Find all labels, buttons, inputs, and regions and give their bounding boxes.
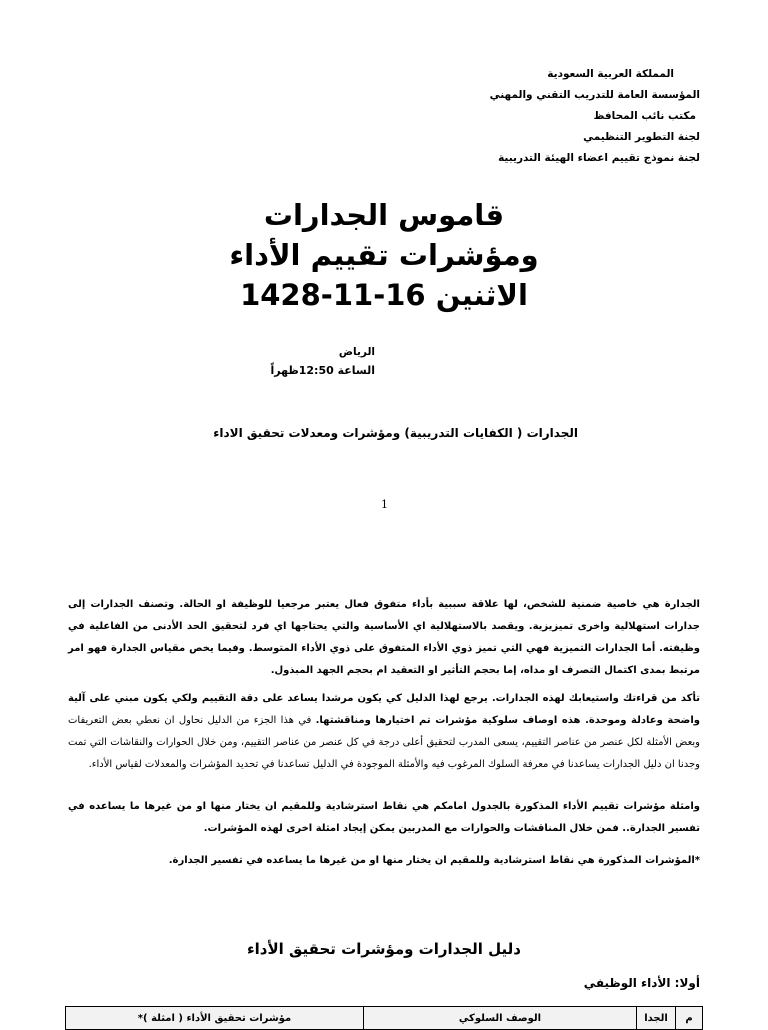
paragraph-examples bbox=[68, 796, 700, 840]
table-header-indicators: مؤشرات تحقيق الأداء ( امثلة )* bbox=[66, 1007, 364, 1030]
guide-heading: دليل الجدارات ومؤشرات تحقيق الأداء bbox=[247, 940, 521, 958]
table-header-behavior: الوصف السلوكي bbox=[364, 1007, 637, 1030]
paragraph-instructions bbox=[68, 688, 700, 776]
subsection-heading: أولا: الأداء الوظيفي bbox=[583, 976, 700, 990]
page-number: 1 bbox=[381, 498, 388, 511]
section-heading: الجدارات ( الكفايات التدريبية) ومؤشرات ومعدلات تحقيق الاداء bbox=[213, 426, 578, 440]
paragraph-instructions-bold: تأكد من قراءتك واستيعابك لهذه الجدارات. يرجع لهذا الدليل كي يكون مرشدا يساعد على دقة التقييم ولكي يكون مبني على آلية واضحة وعادلة وموحدة. هذه اوصاف سلوكية مؤشرات تم اختيارها ومناقشتها. bbox=[68, 693, 700, 726]
header-line-committee: لجنة التطوير التنظيمي bbox=[583, 131, 700, 143]
note-paragraph bbox=[68, 850, 700, 872]
header-line-kingdom: المملكة العربية السعودية bbox=[547, 68, 674, 80]
indicators-table bbox=[65, 1006, 703, 1030]
city-label: الرياض bbox=[338, 346, 375, 358]
header-line-model-committee: لجنة نموذج تقييم اعضاء الهيئة التدريبية bbox=[498, 152, 700, 164]
doc-title-line1: قاموس الجدارات bbox=[263, 198, 505, 232]
table-header-competency: الجدا bbox=[637, 1007, 676, 1030]
doc-title-date: الاثنين 16-11-1428 bbox=[240, 278, 528, 312]
time-label: الساعة 12:50ظهراً bbox=[270, 364, 375, 377]
note-text: *المؤشرات المذكورة هي نقاط استرشادية وللمقيم ان يختار منها او من غيرها ما يساعده في تفسير الجدارة. bbox=[168, 855, 700, 866]
header-line-office: مكتب نائب المحافظ bbox=[593, 110, 696, 122]
paragraph-instructions-normal: في هذا الجزء من الدليل نحاول ان نعطي بعض التعريفات وبعض الأمثلة لكل عنصر من عناصر التقييم، يسعى المدرب لتحقيق أعلى درجة في كل عنصر من عناصر التقييم، ومن خلال الحوارات والنقاشات التي تمت وجدنا ان دليل الجدارات يساعدنا في معرفة السلوك المرغوب فيه والأمثلة الموجودة في الدليل تساعدنا في تحديد المؤشرات والمعدلات لقياس الأداء. bbox=[68, 715, 700, 770]
paragraph-examples-text: وامثلة مؤشرات تقييم الأداء المذكورة بالجدول امامكم هي نقاط استرشادية وللمقيم ان يختار منها او من غيرها ما يساعده في تفسير الجدارة.. فمن خلال المناقشات والحوارات مع المدربين يمكن إيجاد امثلة اخرى لهذه المؤشرات. bbox=[68, 801, 700, 834]
table-header-number: م bbox=[676, 1007, 703, 1030]
paragraph-definition-text: الجدارة هي خاصية ضمنية للشخص، لها علاقة سببية بأداء متفوق فعال يعتبر مرجعيا للوظيفة او الحالة. وتصنف الجدارات إلى جدارات استهلالية واخرى تميزيزية. ويقصد بالاستهلالية اي الأساسية والتي يحتاجها اي فرد لتحقيق الحد الأدنى من الفاعلية في وظيفته. أما الجدارات التميزية فهي التي تميز ذوي الأداء المتفوق على ذوي الأداء المتوسط. وفيما يخص مقياس الجدارة فهو امر مرتبط بمدى اكتمال التصرف او مداه، إما بحجم التأثير او التعقيد ام بحجم الجهد المبذول. bbox=[68, 599, 700, 676]
doc-title-line2: ومؤشرات تقييم الأداء bbox=[229, 238, 539, 272]
table-header-row bbox=[66, 1007, 703, 1030]
header-line-organization: المؤسسة العامة للتدريب التقني والمهني bbox=[489, 89, 700, 101]
paragraph-definition bbox=[68, 594, 700, 682]
